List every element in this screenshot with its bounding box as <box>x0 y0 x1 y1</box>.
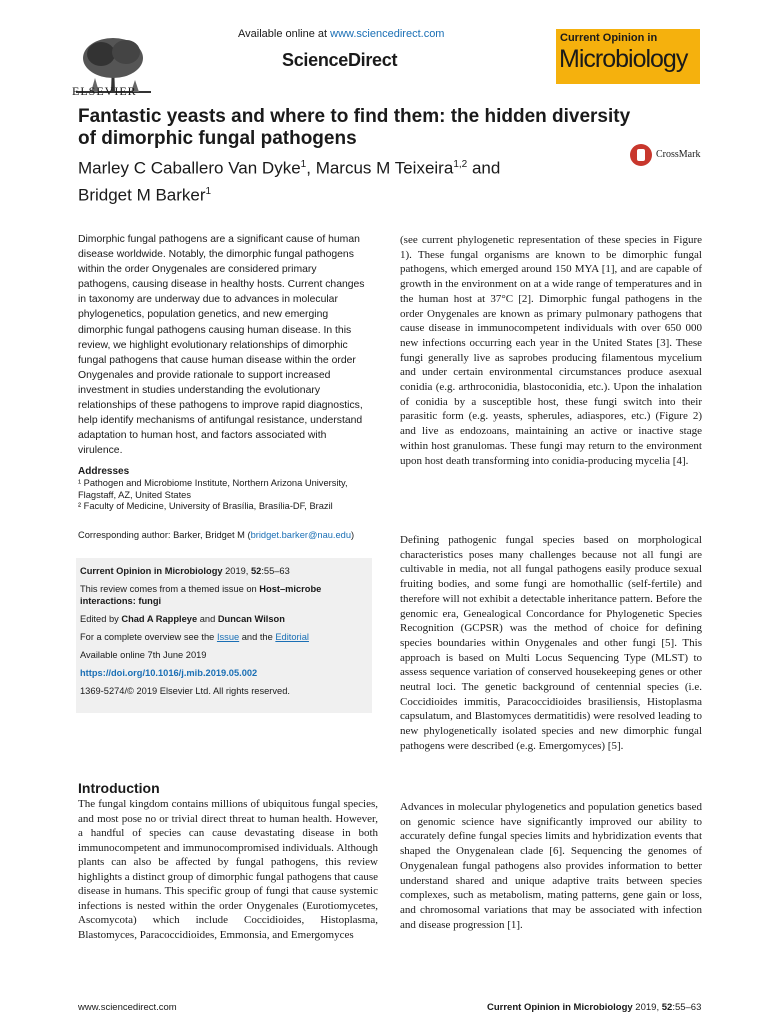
overview-line <box>80 632 370 644</box>
overview-prefix: For a complete overview see the <box>80 632 217 642</box>
corresponding-suffix: ) <box>351 530 355 540</box>
theme-line <box>80 584 370 607</box>
citation-year: 2019, <box>222 566 251 576</box>
edited-and: and <box>197 614 218 624</box>
address-1: ¹ Pathogen and Microbiome Institute, Northern Arizona University, Flagstaff, AZ, United States <box>78 478 348 500</box>
paragraph-3: Advances in molecular phylogenetics and population genetics based on genomic science have significantly improved our ability to accurately define fungal species limits and hybridization events that shaped the Onygenalean clade [6]. Sequencing the genomes of Onygenalean fungal pathogens also provides information to better understand shared and unique adaptive traits between species complexes, such as metabolism, mating patterns, gene gain or loss, and chromosomal variations that may be associated with infection and disease progression [1]. <box>400 801 702 931</box>
theme-prefix: This review comes from a themed issue on <box>80 584 260 594</box>
corresponding-prefix: Corresponding author: Barker, Bridget M ( <box>78 530 251 540</box>
issue-link[interactable]: Issue <box>216 632 240 642</box>
journal-line1: Current Opinion in <box>560 32 658 44</box>
addresses-heading: Addresses <box>78 466 130 477</box>
author-list: Marley C Caballero Van Dyke$^1$, Marcus M Teixeira$^{1,2}$ and Bridget M Barker$^1$ <box>78 158 501 205</box>
overview-and: and the <box>239 632 276 642</box>
editorial-link[interactable]: Editorial <box>275 632 309 642</box>
introduction-heading: Introduction <box>78 780 160 796</box>
publisher-name: ELSEVIER <box>72 84 137 98</box>
crossmark-icon <box>630 144 652 166</box>
sciencedirect-logo: ScienceDirect <box>282 50 398 70</box>
abstract: Dimorphic fungal pathogens are a significant cause of human disease worldwide. Notably, the dimorphic fungal pathogens within the order Onygenales are considered primary pathogens, causing disease in healthy hosts. Current changes in taxonomy are underway due to advances in molecular phylogenetics, population genetics, and new emerging dimorphic fungal pathogens causing human disease. In this review, we highlight evolutionary relationships of dimorphic fungal pathogens that cause human disease within the order Onygenales and provide rationale to support increased investment in studies understanding the evolutionary relationships of these pathogens to improve rapid diagnostics, help identify mechanisms of antifungal resistance, understand adaptation to human host, and factors associated with virulence. <box>78 234 365 457</box>
footer-journal: Current Opinion in Microbiology <box>487 1002 633 1013</box>
editors-line <box>80 614 370 626</box>
author-3: Bridget M Barker <box>78 185 206 205</box>
crossmark-badge[interactable] <box>630 144 710 170</box>
citation-pages: :55–63 <box>261 566 290 576</box>
footer-year: 2019, <box>632 1002 662 1013</box>
paragraph-2: Defining pathogenic fungal species based on morphological characteristics poses many challenges because not all fungi are cultivable in media, not all fungal pathogens easily produce sexual fruiting bodies, and some fungi are homothallic (self-fertile) and therefore will not exhibit a detectable inheritance pattern. Before the genomic era, Genealogical Concordance for Phylogenetic Species Recognition (GCPSR) was the method of choice for defining species boundaries within Onygenales and other fungi [5]. This approach is based on Multi Locus Sequencing Type (MLST) to assess sequence variation of conserved housekeeping genes or other neutral loci. The genetic background of centennial species (i.e. Coccidioides immitis, Paracoccidioides brasiliensis, Histoplasma capsulatum, and Blastomyces dermatitidis) were resolved leading to new phylogenetically isolated species and new dimorphic fungal pathogens were described (e.g. Emergomyces) [5]. <box>400 534 702 752</box>
paragraph-1: (see current phylogenetic representation of these species in Figure 1). These fungal organisms are known to be dimorphic fungal pathogens, which emerged around 150 MYA [1], and are capable of growth in the environment on at a wide range of temperatures and in the human host at 37°C [2]. Dimorphic fungal pathogens in the order Onygenales are known as primary pulmonary pathogens that cause disease in immunocompetent individuals with over 650 000 new infections occurring each year in the United States [3]. These fungi generally live as saprobes producing filamentous mycelium and under certain environmental circumstances produce asexual conidia (e.g. arthroconidia, blastoconidia, etc.). Upon the inhalation of conidia by a susceptible host, these fungi switch into their parasitic form (e.g. yeasts, spherules, adiaspores, etc.) (Figure 2) and live as endozoans, maintaining an active or inactive stage within host granulomas. These fungi may return to the environment upon host death transforming into conidia-producing mycelia [4]. <box>400 234 702 467</box>
footer-volume: 52 <box>661 1002 673 1013</box>
corresponding-author <box>78 530 378 540</box>
journal-logo <box>556 29 700 84</box>
corresponding-email-link[interactable]: bridget.barker@nau.edu <box>250 530 351 540</box>
available-prefix: Available online at <box>238 28 331 40</box>
footer-citation <box>487 1002 701 1013</box>
doi-link[interactable]: https://doi.org/10.1016/j.mib.2019.05.002 <box>80 668 258 678</box>
edited-prefix: Edited by <box>80 614 122 624</box>
addresses <box>78 478 368 513</box>
author-1: Marley C Caballero Van Dyke <box>78 158 301 178</box>
address-2: ² Faculty of Medicine, University of Brasília, Brasília-DF, Brazil <box>78 501 333 511</box>
author-2-affil: 1,2 <box>453 159 468 170</box>
footer-pages: :55–63 <box>672 1002 702 1013</box>
footer-website[interactable]: www.sciencedirect.com <box>78 1002 177 1013</box>
available-online <box>238 28 444 40</box>
editor-1: Chad A Rappleye <box>121 614 198 624</box>
citation-volume: 52 <box>250 566 262 576</box>
introduction-text: The fungal kingdom contains millions of ubiquitous fungal species, and most pose no or trivial direct threat to human health. However, a handful of species can cause devastating disease in both immunocompetent and immunocompromised individuals. Although plants can also be affected by fungal pathogens, this review highlights a distinct group of dimorphic fungal pathogens that cause disease in humans. This specific group of fungi that cause systemic infections is nested within the order Onygenales (Eurotiomycetes, Ascomycota) which include Coccidioides, Histoplasma, Blastomyces, Paracoccidioides, Emmonsia, and Emergomyces <box>78 798 378 941</box>
editor-2: Duncan Wilson <box>217 614 285 624</box>
author-2: Marcus M Teixeira <box>315 158 454 178</box>
author-and: and <box>467 158 501 178</box>
journal-line2: Microbiology <box>559 45 688 73</box>
author-3-affil: 1 <box>205 185 212 197</box>
article-title: Fantastic yeasts and where to find them: the hidden diversity of dimorphic fungal pathogens <box>78 106 631 149</box>
article-info-box <box>76 558 372 713</box>
citation-line <box>80 566 370 578</box>
theme-name: Host–microbe interactions: fungi <box>80 584 322 606</box>
available-date: Available online 7th June 2019 <box>80 650 207 660</box>
sciencedirect-link[interactable]: www.sciencedirect.com <box>330 28 445 40</box>
copyright: 1369-5274/© 2019 Elsevier Ltd. All rights reserved. <box>80 686 290 696</box>
citation-journal: Current Opinion in Microbiology <box>80 566 223 576</box>
crossmark-label: CrossMark <box>656 149 701 160</box>
author-1-affil: 1 <box>300 159 307 170</box>
